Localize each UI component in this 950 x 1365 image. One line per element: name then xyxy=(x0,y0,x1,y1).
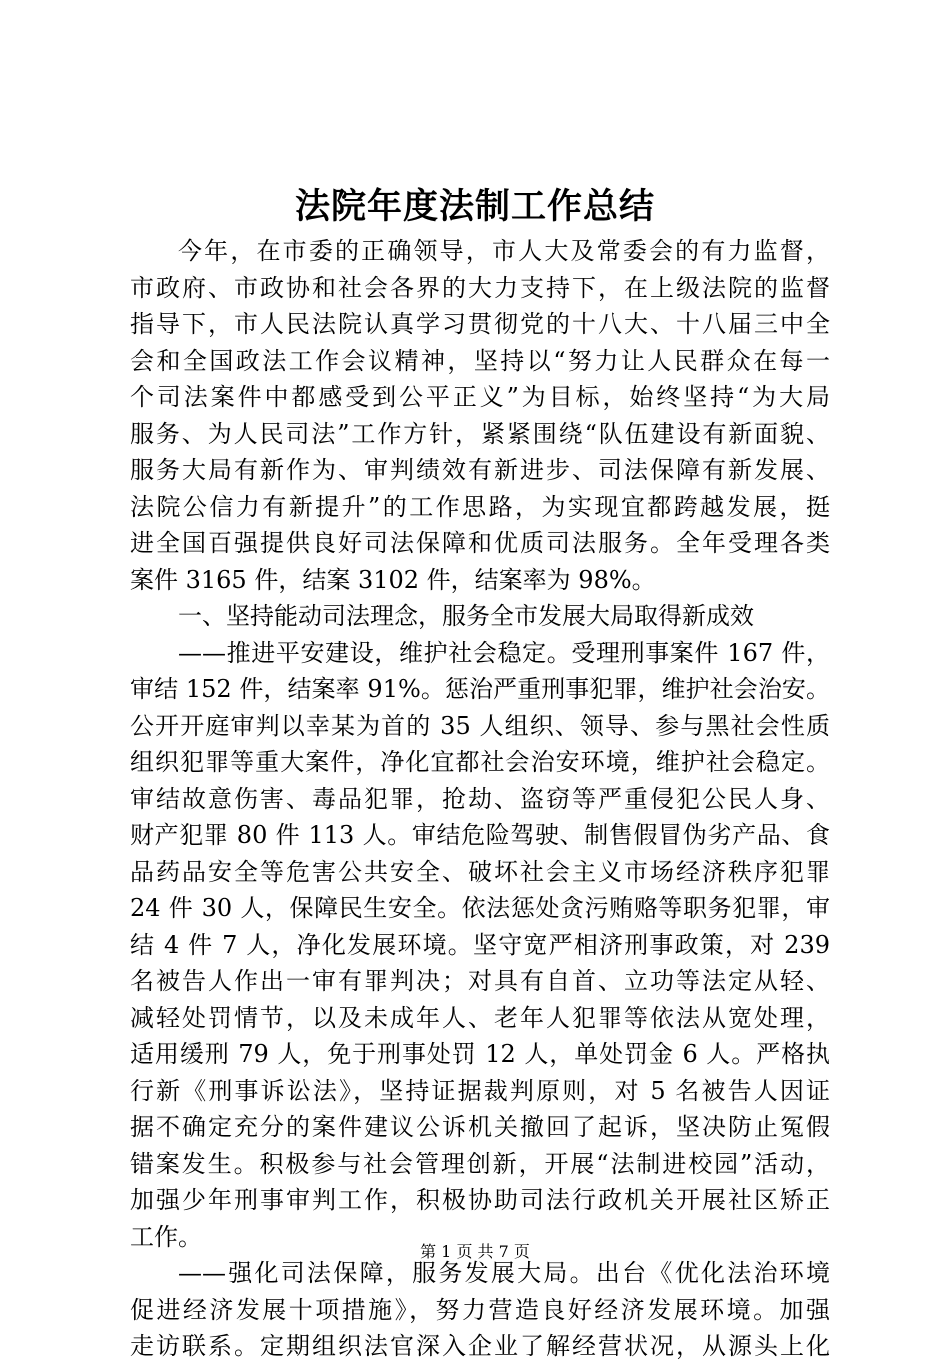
text-line: 案件 3165 件，结案 3102 件，结案率为 98%。 xyxy=(130,565,656,594)
text-line: 审结 152 件，结案率 91%。惩治严重刑事犯罪，维护社会治安。 xyxy=(130,675,830,703)
text-line: 错案发生。积极参与社会管理创新，开展“法制进校园”活动， xyxy=(130,1149,830,1178)
text-line: 审结故意伤害、毒品犯罪，抢劫、盗窃等严重侵犯公民人身、 xyxy=(130,784,830,813)
text-line: 行新《刑事诉讼法》，坚持证据裁判原则，对 5 名被告人因证 xyxy=(130,1076,830,1105)
text-line: 工作。 xyxy=(130,1222,202,1251)
text-line: 据不确定充分的案件建议公诉机关撤回了起诉，坚决防止冤假 xyxy=(130,1113,830,1141)
text-line: 个司法案件中都感受到公平正义”为目标，始终坚持“为大局 xyxy=(130,383,830,411)
text-line: 名被告人作出一审有罪判决；对具有自首、立功等法定从轻、 xyxy=(130,967,830,995)
text-line: 品药品安全等危害公共安全、破坏社会主义市场经济秩序犯罪 xyxy=(130,857,830,886)
text-line: 市政府、市政协和社会各界的大力支持下，在上级法院的监督 xyxy=(130,273,830,302)
text-line: 财产犯罪 80 件 113 人。审结危险驾驶、制售假冒伪劣产品、食 xyxy=(130,821,830,849)
page-footer: 第 1 页 共 7 页 xyxy=(420,1242,530,1261)
page-title: 法院年度法制工作总结 xyxy=(294,186,655,227)
body-text xyxy=(130,233,830,1365)
text-line: 进全国百强提供良好司法保障和优质司法服务。全年受理各类 xyxy=(130,529,830,557)
text-line: 加强少年刑事审判工作，积极协助司法行政机关开展社区矫正 xyxy=(130,1186,830,1214)
text-line: 今年，在市委的正确领导，市人大及常委会的有力监督， xyxy=(178,237,830,265)
text-line: 一、坚持能动司法理念，服务全市发展大局取得新成效 xyxy=(178,602,754,630)
text-line: 走访联系。定期组织法官深入企业了解经营状况，从源头上化 xyxy=(130,1332,830,1360)
text-line: 减轻处罚情节，以及未成年人、老年人犯罪等依法从宽处理， xyxy=(130,1003,830,1032)
text-line: 法院公信力有新提升”的工作思路，为实现宜都跨越发展，挺 xyxy=(130,492,830,521)
text-line: 24 件 30 人，保障民生安全。依法惩处贪污贿赂等职务犯罪，审 xyxy=(130,894,830,922)
text-line: 服务、为人民司法”工作方针，紧紧围绕“队伍建设有新面貌、 xyxy=(130,419,830,448)
text-line: 指导下，市人民法院认真学习贯彻党的十八大、十八届三中全 xyxy=(130,310,830,338)
text-line: 会和全国政法工作会议精神，坚持以“努力让人民群众在每一 xyxy=(130,346,830,375)
text-line: 组织犯罪等重大案件，净化宜都社会治安环境，维护社会稳定。 xyxy=(130,748,830,776)
text-line: 促进经济发展十项措施》，努力营造良好经济发展环境。加强 xyxy=(130,1295,830,1324)
text-line: ——推进平安建设，维护社会稳定。受理刑事案件 167 件， xyxy=(178,638,830,667)
text-line: 服务大局有新作为、审判绩效有新进步、司法保障有新发展、 xyxy=(130,456,830,484)
text-line: 结 4 件 7 人，净化发展环境。坚守宽严相济刑事政策，对 239 xyxy=(130,930,830,959)
text-line: 适用缓刑 79 人，免于刑事处罚 12 人，单处罚金 6 人。严格执 xyxy=(130,1040,830,1068)
text-line: 公开开庭审判以幸某为首的 35 人组织、领导、参与黑社会性质 xyxy=(130,711,830,740)
text-line: ——强化司法保障，服务发展大局。出台《优化法治环境 xyxy=(178,1259,830,1287)
